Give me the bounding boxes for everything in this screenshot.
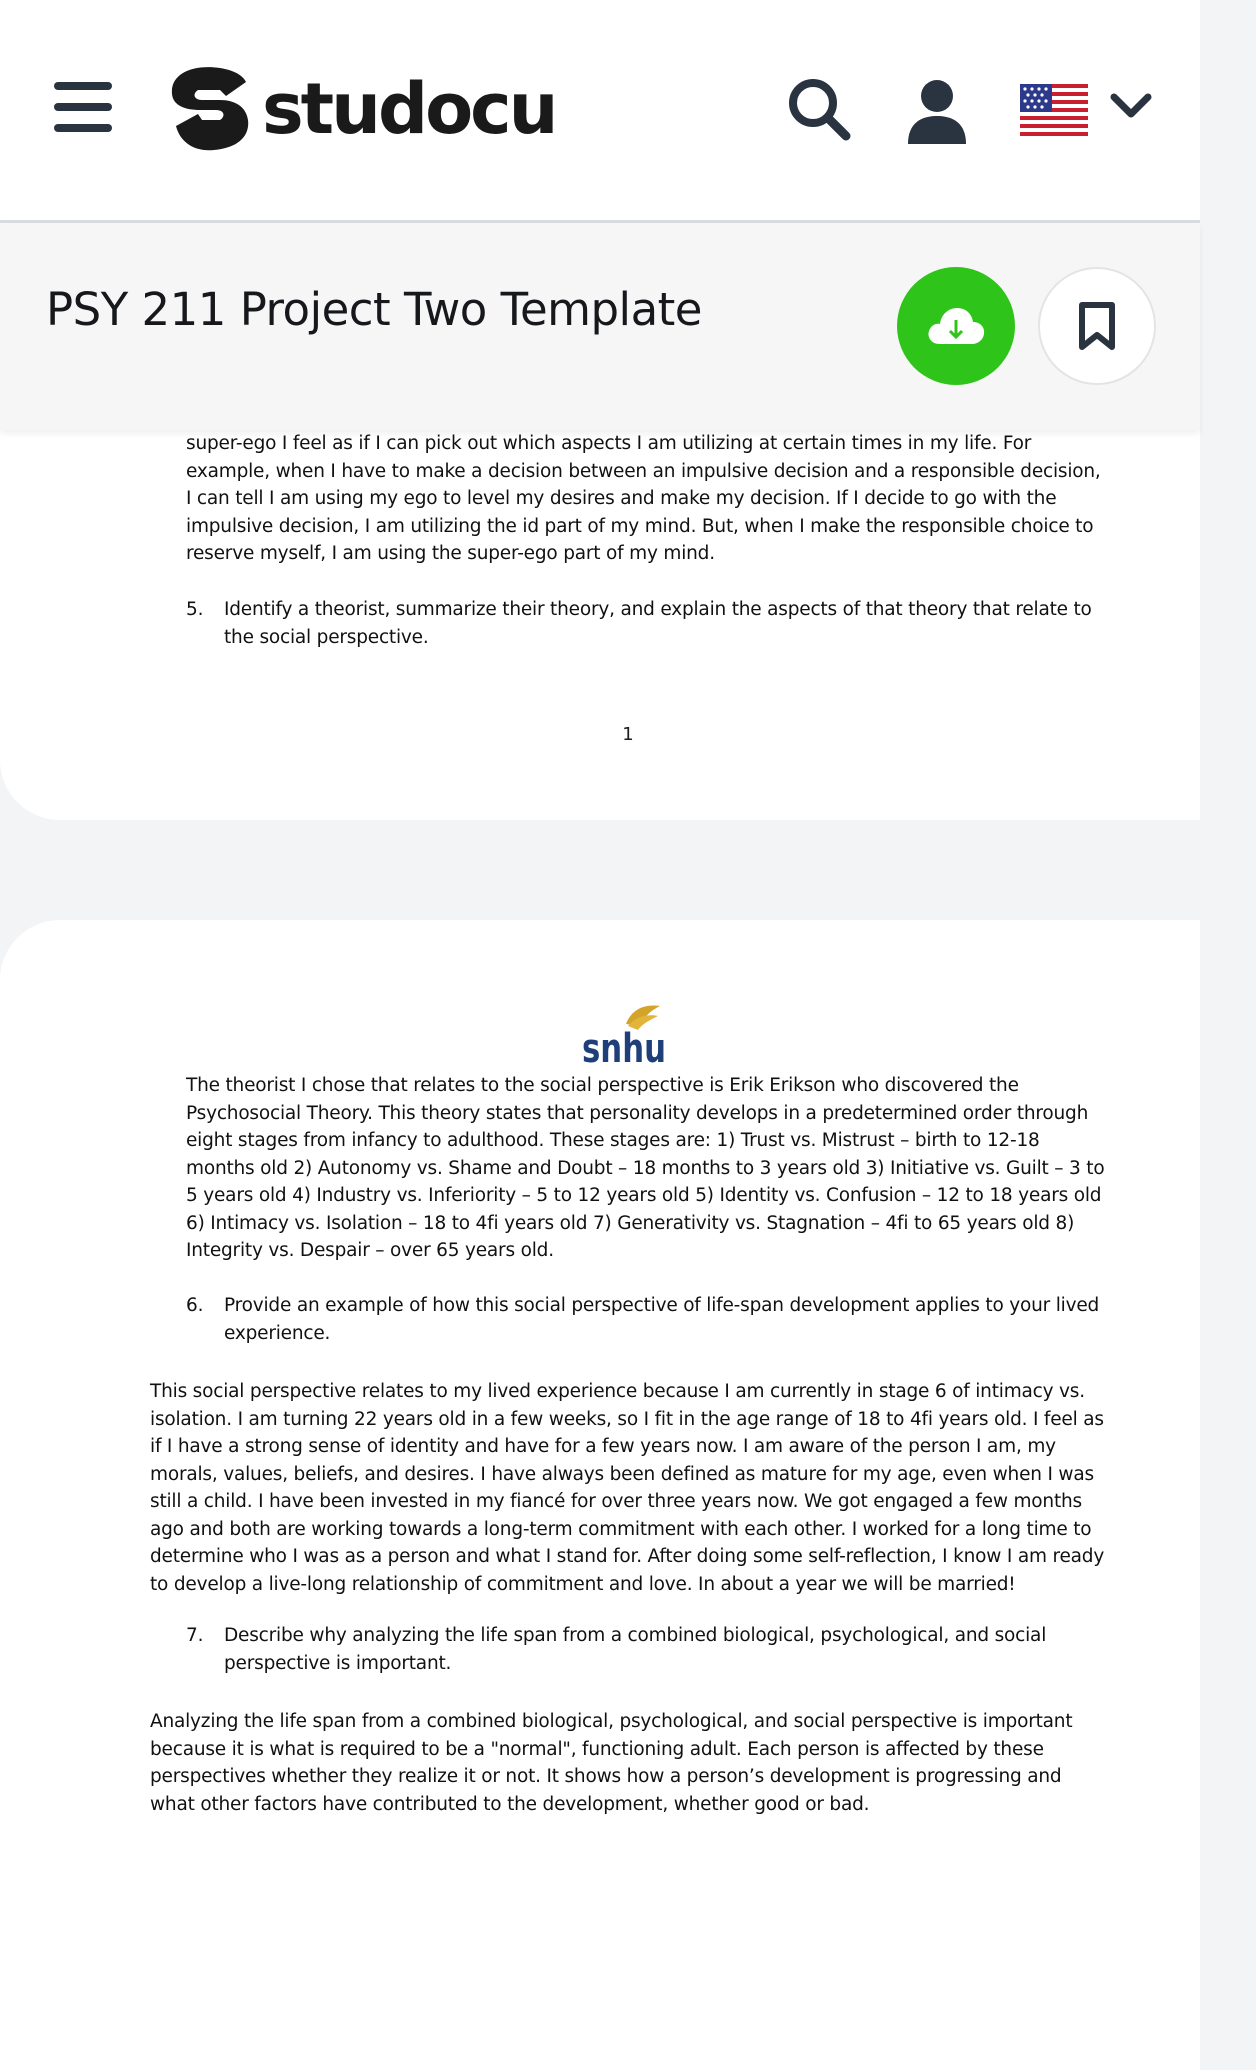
question-5 (186, 596, 1106, 651)
chevron-down-icon[interactable] (1110, 92, 1152, 120)
paragraph: This social perspective relates to my lived experience because I am currently in stage 6 of intimacy vs. isolation. I am turning 22 years old in a few weeks, so I fit in the age range of 18 to 4fi years old. I feel as if I have a strong sense of identity and have for a few years now. I am aware of the person I am, my morals, values, beliefs, and desires. I have always been defined as mature for my age, even when I was still a child. I have been invested in my fiancé for over three years now. We got engaged a few months ago and both are working towards a long-term commitment with each other. I worked for a long time to determine who I was as a person and what I stand for. After doing some self-reflection, I know I am ready to develop a live-long relationship of commitment and love. In about a year we will be married! (150, 1381, 1105, 1595)
snhu-logo (580, 1002, 670, 1072)
document-page-2 (0, 920, 1200, 2070)
snhu-logo-text: snhu (582, 1026, 666, 1072)
logo-text: studocu (262, 68, 556, 150)
bookmark-button[interactable] (1038, 267, 1156, 385)
top-navbar (0, 0, 1200, 223)
page-number: 1 (622, 724, 634, 745)
paragraph: super-ego I feel as if I can pick out which aspects I am utilizing at certain times in my life. For example, when I have to make a decision between an impulsive decision and a responsible decision, I can tell I am using my ego to level my desires and make my decision. If I decide to go with the impulsive decision, I am utilizing the id part of my mind. But, when I make the responsible choice to reserve myself, I am using the super-ego part of my mind. (186, 433, 1101, 564)
question-text: Provide an example of how this social perspective of life-span development applies to your lived experience. (224, 1295, 1100, 1344)
studocu-logo-icon (162, 64, 254, 154)
menu-icon[interactable] (54, 82, 112, 134)
question-number: 6. (186, 1295, 204, 1316)
studocu-logo[interactable] (162, 64, 556, 154)
search-icon[interactable] (786, 76, 852, 142)
us-flag-icon[interactable] (1020, 84, 1088, 136)
download-button[interactable] (897, 267, 1015, 385)
paragraph: The theorist I chose that relates to the social perspective is Erik Erikson who discovered the Psychosocial Theory. This theory states that personality develops in a predetermined order through eight stages from infancy to adulthood. These stages are: 1) Trust vs. Mistrust – birth to 12-18 months old 2) Autonomy vs. Shame and Doubt – 18 months to 3 years old 3) Initiative vs. Guilt – 3 to 5 years old 4) Industry vs. Inferiority – 5 to 12 years old 5) Identity vs. Confusion – 12 to 18 years old 6) Intimacy vs. Isolation – 18 to 4fi years old 7) Generativity vs. Stagnation – 4fi to 65 years old 8) Integrity vs. Despair – over 65 years old. (186, 1075, 1105, 1261)
question-number: 7. (186, 1625, 204, 1646)
question-text: Identify a theorist, summarize their theory, and explain the aspects of that theory that relate to the social perspective. (224, 599, 1092, 648)
cloud-download-icon (926, 304, 986, 348)
page-title: PSY 211 Project Two Template (46, 283, 702, 336)
paragraph: Analyzing the life span from a combined biological, psychological, and social perspective is important because it is what is required to be a "normal", functioning adult. Each person is affected by these perspectives whether they realize it or not. It shows how a person’s development is progressing and what other factors have contributed to the development, whether good or bad. (150, 1711, 1073, 1815)
question-number: 5. (186, 599, 204, 620)
question-7 (186, 1622, 1106, 1677)
document-title-bar (0, 223, 1200, 430)
user-icon[interactable] (906, 78, 968, 146)
question-text: Describe why analyzing the life span from a combined biological, psychological, and social perspective is important. (224, 1625, 1047, 1674)
question-6 (186, 1292, 1106, 1347)
bookmark-icon (1077, 301, 1117, 351)
